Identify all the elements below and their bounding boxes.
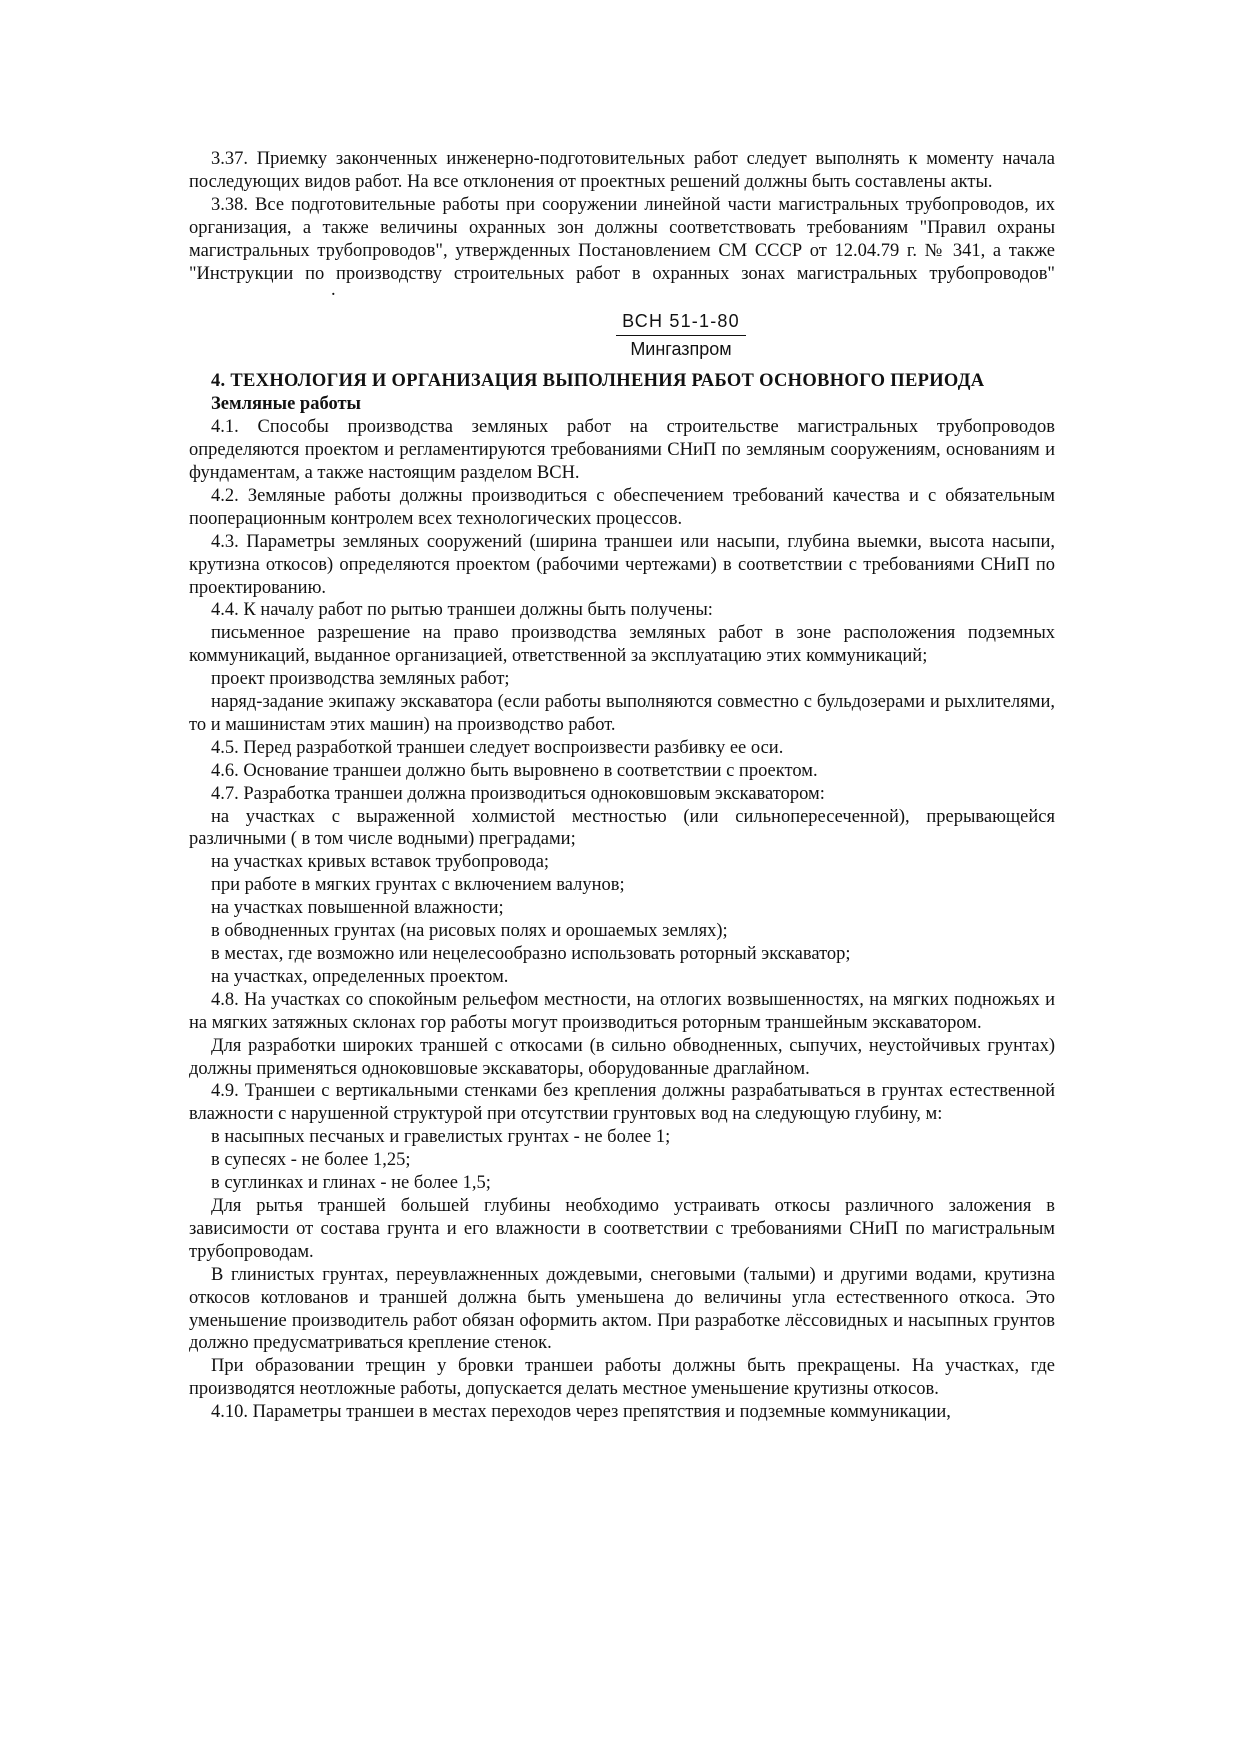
- list-item: на участках повышенной влажности;: [211, 898, 504, 919]
- fraction-divider: [616, 335, 746, 336]
- list-item: в местах, где возможно или нецелесообразно использовать роторный экскаватор;: [211, 944, 851, 964]
- paragraph: В глинистых грунтах, переувлажненных дождевыми, снеговыми (талыми) и другими водами, крутизна откосов котлованов и траншей должна быть уменьшена до величины угла естественного откоса. Это уменьшение производитель работ обязан оформить актом. При разработке лёссовидных и насыпных грунтов должно предусматриваться крепление стенок.: [189, 1264, 1055, 1354]
- document-code-fraction: [189, 308, 1055, 370]
- list-item: на участках, определенных проектом.: [211, 966, 509, 987]
- list-item: письменное разрешение на право производства земляных работ в зоне расположения подземных коммуникаций, выданное организацией, ответственной за эксплуатацию этих коммуникаций;: [189, 623, 1055, 667]
- paragraph-3-38-text: 3.38. Все подготовительные работы при сооружении линейной части магистральных трубопроводов, их организация, а также величины охранных зон должны соответствовать требованиям "Правил охраны магистральных трубопроводов", утвержденных Постановлением СМ СССР от 12.04.79 г. № 341, а также "Инструкции по производству строительных работ в охранных зонах магистральных трубопроводов": [189, 194, 1055, 284]
- paragraph: 4.1. Способы производства земляных работ на строительстве магистральных трубопроводов определяются проектом и регламентируются требованиями СНиП по земляным сооружениям, основаниям и фундаментам, а также настоящим разделом ВСН.: [189, 417, 1055, 483]
- paragraph-3-37: 3.37. Приемку законченных инженерно-подготовительных работ следует выполнять к моменту начала последующих видов работ. На все отклонения от проектных решений должны быть составлены акты.: [189, 149, 1055, 192]
- paragraph-3-38: [189, 194, 1055, 309]
- paragraph: 4.4. К началу работ по рытью траншеи должны быть получены:: [211, 600, 713, 621]
- paragraph: 4.3. Параметры земляных сооружений (ширина траншеи или насыпи, глубина выемки, высота насыпи, крутизна откосов) определяются проектом (рабочими чертежами) в соответствии с требованиями СНиП по проектированию.: [189, 531, 1055, 598]
- section-title: 4. ТЕХНОЛОГИЯ И ОРГАНИЗАЦИЯ ВЫПОЛНЕНИЯ РАБОТ ОСНОВНОГО ПЕРИОДА: [211, 371, 985, 392]
- list-item: в суглинках и глинах - не более 1,5;: [211, 1173, 491, 1194]
- list-item: на участках кривых вставок трубопровода;: [211, 852, 550, 873]
- list-item: наряд-задание экипажу экскаватора (если работы выполняются совместно с бульдозерами и рыхлителями, то и машинистам этих машин) на производство работ.: [189, 692, 1055, 735]
- list-item: в супесях - не более 1,25;: [211, 1150, 411, 1171]
- paragraph: 4.10. Параметры траншеи в местах переходов через препятствия и подземные коммуникации,: [211, 1402, 951, 1423]
- subsection-title: Земляные работы: [211, 394, 361, 415]
- paragraph: 4.2. Земляные работы должны производиться с обеспечением требований качества и с обязательным пооперационным контролем всех технологических процессов.: [189, 485, 1055, 529]
- paragraph: 4.8. На участках со спокойным рельефом местности, на отлогих возвышенностях, на мягких подножьях и на мягких затяжных склонах гор работы могут производиться роторным траншейным экскаватором.: [189, 989, 1055, 1033]
- list-item: в обводненных грунтах (на рисовых полях и орошаемых землях);: [211, 921, 728, 942]
- paragraph: Для рытья траншей большей глубины необходимо устраивать откосы различного заложения в зависимости от состава грунта и его влажности в соответствии с требованиями СНиП по магистральным трубопроводам.: [189, 1195, 1055, 1262]
- paragraph-3-38-end: .: [331, 280, 336, 301]
- document-body: [189, 148, 1055, 1424]
- list-item: на участках с выраженной холмистой местностью (или сильнопересеченной), прерывающейся различными ( в том числе водными) преградами;: [189, 806, 1055, 850]
- paragraph: 4.5. Перед разработкой траншеи следует воспроизвести разбивку ее оси.: [211, 737, 784, 758]
- list-item: в насыпных песчаных и гравелистых грунтах - не более 1;: [211, 1127, 671, 1148]
- paragraph: Для разработки широких траншей с откосами (в сильно обводненных, сыпучих, неустойчивых грунтах) должны применяться одноковшовые экскаваторы, оборудованные драглайном.: [189, 1035, 1055, 1079]
- paragraph: 4.7. Разработка траншеи должна производиться одноковшовым экскаватором:: [211, 783, 825, 804]
- paragraph: 4.6. Основание траншеи должно быть выровнено в соответствии с проектом.: [211, 760, 818, 781]
- list-item: проект производства земляных работ;: [211, 669, 510, 690]
- paragraph: При образовании трещин у бровки траншеи работы должны быть прекращены. На участках, где производятся неотложные работы, допускается делать местное уменьшение крутизны откосов.: [189, 1356, 1055, 1400]
- paragraph: 4.9. Траншеи с вертикальными стенками без крепления должны разрабатываться в грунтах естественной влажности с нарушенной структурой при отсутствии грунтовых вод на следующую глубину, м:: [189, 1081, 1055, 1125]
- list-item: при работе в мягких грунтах с включением валунов;: [211, 875, 625, 896]
- document-code-number: ВСН 51-1-80: [622, 311, 740, 332]
- document-code-issuer: Мингазпром: [630, 339, 732, 360]
